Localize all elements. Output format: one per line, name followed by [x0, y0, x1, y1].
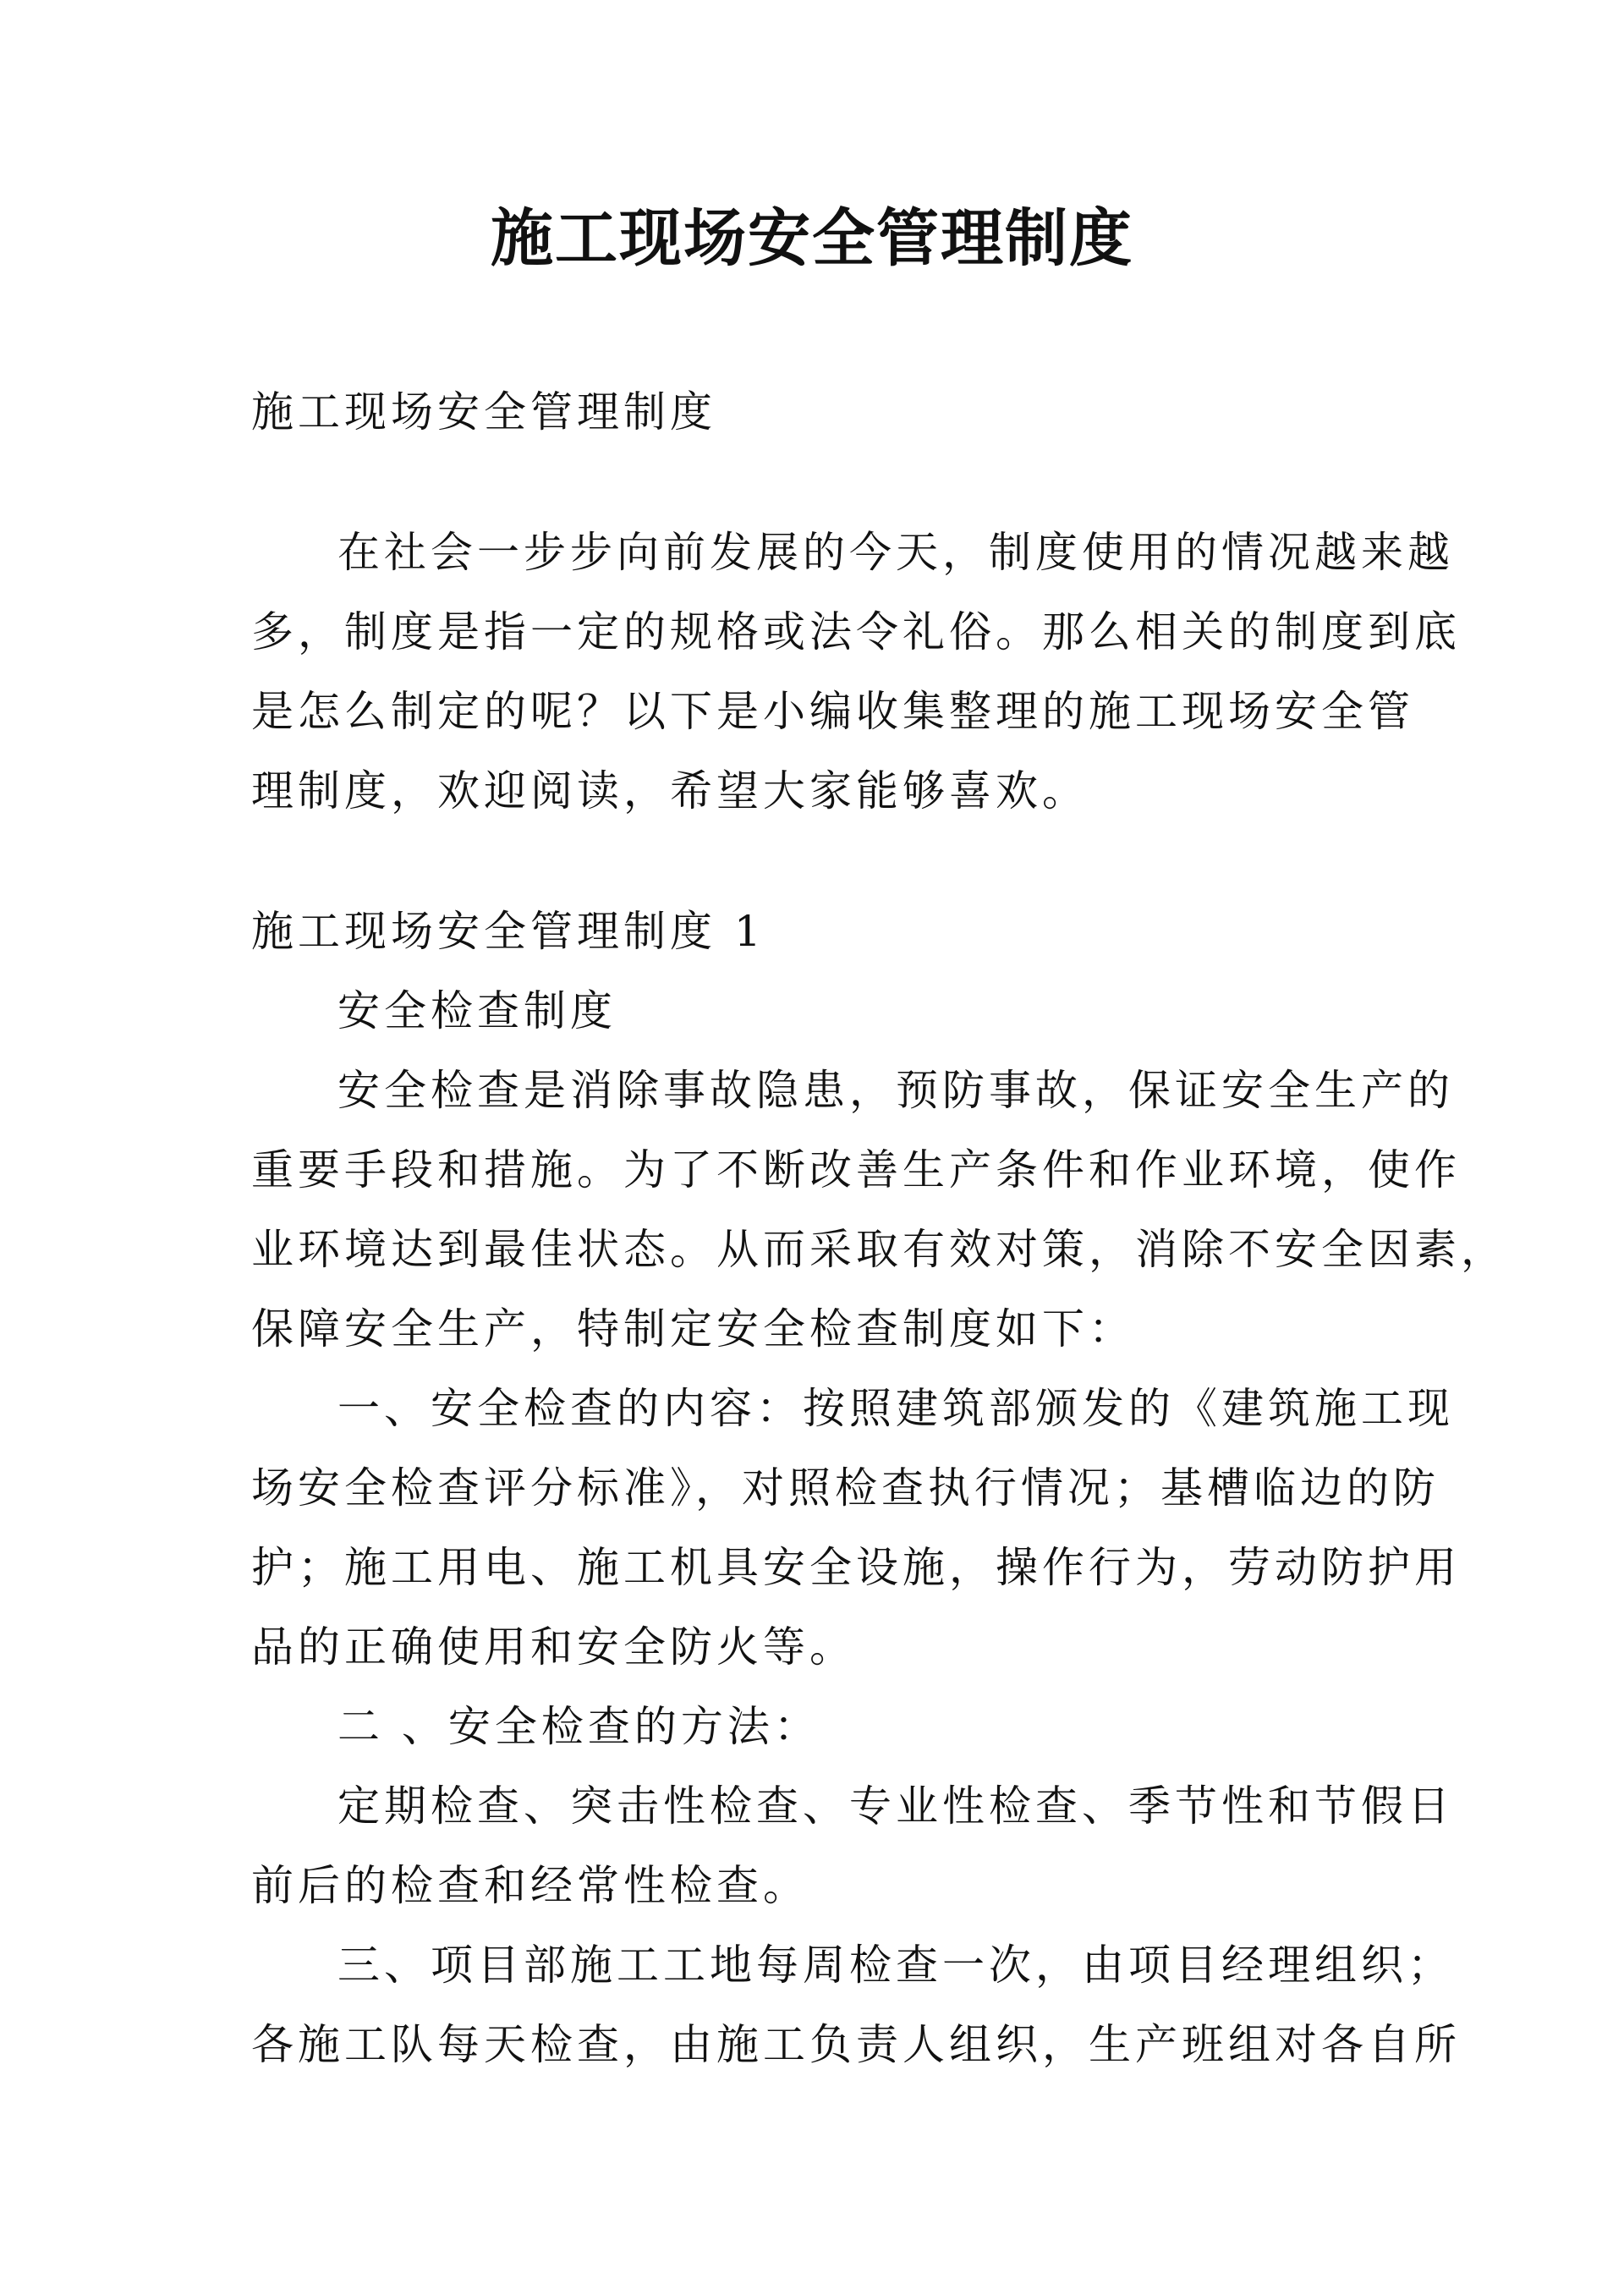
body-line: 品的正确使用和安全防火等。 — [251, 1622, 856, 1672]
body-line: 二 、安全检查的方法： — [337, 1702, 820, 1751]
body-line: 安全检查是消除事故隐患，预防事故，保证安全生产的 — [337, 1066, 1454, 1115]
body-line: 重要手段和措施。为了不断改善生产条件和作业环境，使作 — [251, 1145, 1461, 1194]
intro-line: 是怎么制定的呢？以下是小编收集整理的施工现场安全管 — [251, 687, 1414, 736]
document-title: 施工现场安全管理制度 — [491, 202, 1133, 275]
body-line: 前后的检查和经常性检查。 — [251, 1861, 809, 1910]
body-line: 三、项目部施工工地每周检查一次，由项目经理组织； — [337, 1941, 1454, 1990]
intro-line: 多，制度是指一定的规格或法令礼俗。那么相关的制度到底 — [251, 607, 1461, 656]
body-line: 各施工队每天检查，由施工负责人组织，生产班组对各自所 — [251, 2020, 1461, 2069]
body-line: 场安全检查评分标准》，对照检查执行情况；基槽临边的防 — [251, 1463, 1440, 1513]
body-line: 业环境达到最佳状态。从而采取有效对策，消除不安全因素， — [251, 1225, 1507, 1274]
body-line: 定期检查、突击性检查、专业性检查、季节性和节假日 — [337, 1782, 1454, 1831]
body-line: 一、安全检查的内容：按照建筑部颁发的《建筑施工现 — [337, 1384, 1454, 1433]
intro-line: 在社会一步步向前发展的今天，制度使用的情况越来越 — [337, 528, 1454, 577]
document-body — [251, 372, 1507, 2084]
section-heading: 施工现场安全管理制度 1 — [251, 907, 765, 956]
paragraph-gap — [251, 831, 1393, 892]
paragraph-gap — [251, 452, 1393, 513]
subsection-heading: 安全检查制度 — [337, 986, 617, 1035]
intro-line: 理制度，欢迎阅读，希望大家能够喜欢。 — [251, 766, 1089, 815]
body-line: 保障安全生产，特制定安全检查制度如下： — [251, 1304, 1135, 1353]
document-subtitle: 施工现场安全管理制度 — [251, 387, 716, 436]
body-line: 护；施工用电、施工机具安全设施，操作行为，劳动防护用 — [251, 1543, 1461, 1592]
